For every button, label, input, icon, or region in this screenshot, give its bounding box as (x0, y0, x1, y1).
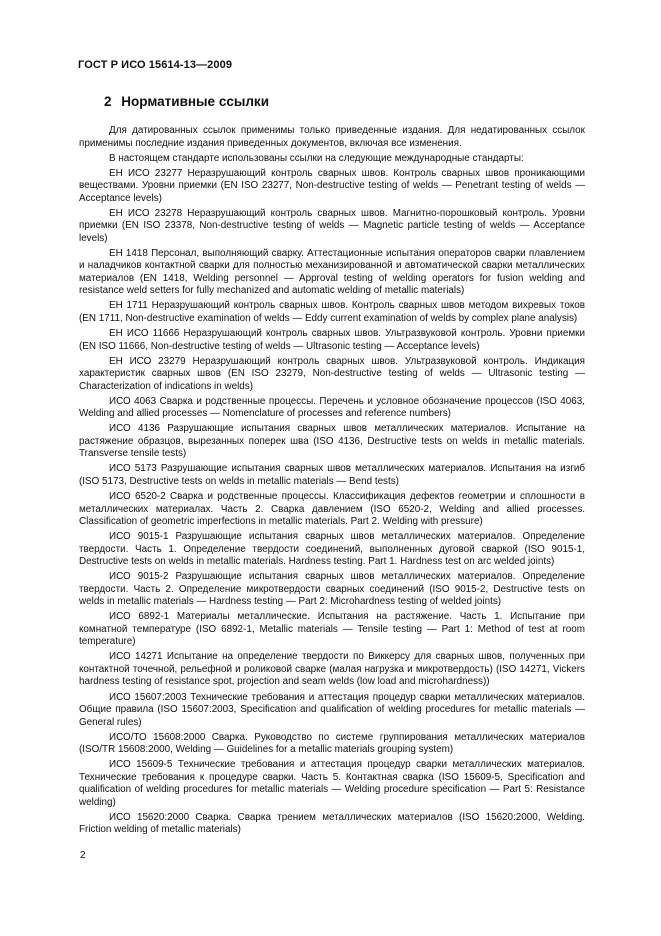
reference-entry: ЕН ИСО 23279 Неразрушающий контроль сварных швов. Ультразвуковой контроль. Индикация характеристик сварных швов (EN ISO 23279, Non-destructive testing of welds — Ultrasonic testing — Characterization of indications in welds) (79, 355, 585, 392)
reference-entry: ИСО 9015-2 Разрушающие испытания сварных швов металлических материалов. Определение твердости. Часть 2. Определение микротвердости сварных соединений (ISO 9015-2, Destructive tests on welds in metallic materials — Hardness testing — Part 2: Microhardness testing of welded joints) (79, 571, 585, 608)
reference-entry: ИСО 15609-5 Технические требования и аттестация процедур сварки металлических материалов. Технические требования к процедуре сварки. Часть 5. Контактная сварка (ISO 15609-5, Specification and qualification of welding procedures for metallic materials — Welding procedure specification — Part 5: Resistance welding) (79, 759, 585, 808)
reference-entry: ЕН ИСО 11666 Неразрушающий контроль сварных швов. Ультразвуковой контроль. Уровни приемки (EN ISO 11666, Non-destructive testing of welds — Ultrasonic testing — Acceptance levels) (79, 328, 585, 352)
page-number: 2 (80, 850, 86, 861)
paragraph: Для датированных ссылок применимы только приведенные издания. Для недатированных ссылок применимы последние издания приведенных документов, включая все изменения. (79, 125, 585, 149)
section-heading (104, 94, 269, 109)
reference-entry: ИСО 15620:2000 Сварка. Сварка трением металлических материалов (ISO 15620:2000, Welding. Friction welding of metallic materials) (79, 811, 585, 836)
reference-entry: ЕН ИСО 23277 Неразрушающий контроль сварных швов. Контроль сварных швов проникающими веществами. Уровни приемки (EN ISO 23277, Non-destructive testing of welds — Penetrant testing of welds — Acceptance levels) (79, 167, 585, 204)
reference-entry: ИСО 4136 Разрушающие испытания сварных швов металлических материалов. Испытание на растяжение образцов, вырезанных поперек шва (ISO 4136, Destructive tests on welds in metallic materials. Transverse tensile tests) (79, 423, 585, 460)
section-title: Нормативные ссылки (121, 94, 269, 109)
reference-entry: ЕН 1711 Неразрушающий контроль сварных швов. Контроль сварных швов методом вихревых токов (EN 1711, Non-destructive examination of welds — Eddy current examination of welds by complex plane analysis) (79, 300, 585, 324)
reference-entry: ИСО 6520-2 Сварка и родственные процессы. Классификация дефектов геометрии и сплошности в металлических материалах. Часть 2. Сварка давлением (ISO 6520-2, Welding and allied processes. Classification of geometric imperfections in metallic materials. Part 2. Welding with pressure) (79, 491, 585, 528)
document-body (79, 125, 585, 839)
paragraph: В настоящем стандарте использованы ссылки на следующие международные стандарты: (109, 152, 524, 164)
reference-entry: ИСО 5173 Разрушающие испытания сварных швов металлических материалов. Испытания на изгиб (ISO 5173, Destructive tests on welds in metallic materials — Bend tests) (79, 463, 585, 487)
reference-entry: ИСО 14271 Испытание на определение твердости по Виккерсу для сварных швов, полученных при контактной точечной, рельефной и роликовой сварке (малая нагрузка и микротвердость) (ISO 14271, Vickers hardness testing of resistance spot, projection and seam welds (low load and microhardness)) (79, 651, 585, 688)
reference-entry: ИСО 15607:2003 Технические требования и аттестация процедур сварки металлических материалов. Общие правила (ISO 15607:2003, Specification and qualification of welding procedures for metallic materials — General rules) (79, 691, 585, 728)
reference-entry: ИСО/ТО 15608:2000 Сварка. Руководство по системе группирования металлических материалов (ISO/TR 15608:2000, Welding — Guidelines for a metallic materials grouping system) (79, 731, 585, 756)
reference-entry: ЕН 1418 Персонал, выполняющий сварку. Аттестационные испытания операторов сварки плавлением и наладчиков контактной сварки для полностью механизированной и автоматической сварки металлических материалов (EN 1418, Welding personnel — Approval testing of welding operators for fusion welding and resistance weld setters for fully mechanized and automatic welding of metallic materials) (79, 247, 585, 297)
page-header: ГОСТ Р ИСО 15614-13—2009 (78, 59, 233, 71)
reference-entry: ИСО 6892-1 Материалы металлические. Испытания на растяжение. Часть 1. Испытание при комнатной температуре (ISO 6892-1, Metallic materials — Tensile testing — Part 1: Method of test at room temperature) (79, 611, 585, 648)
reference-entry: ЕН ИСО 23278 Неразрушающий контроль сварных швов. Магнитно-порошковый контроль. Уровни приемки (EN ISO 23378, Non-destructive testing of welds — Magnetic particle testing of welds — Acceptance levels) (79, 207, 585, 244)
section-number: 2 (104, 94, 112, 109)
reference-entry: ИСО 9015-1 Разрушающие испытания сварных швов металлических материалов. Определение твердости. Часть 1. Определение твердости соединений, выполненных дуговой сваркой (ISO 9015-1, Destructive tests on welds in metallic materials. Hardness testing. Part 1. Hardness test on arc welded joints) (79, 531, 585, 568)
reference-entry: ИСО 4063 Сварка и родственные процессы. Перечень и условное обозначение процессов (ISO 4063, Welding and allied processes — Nomenclature of processes and reference numbers) (79, 395, 585, 420)
